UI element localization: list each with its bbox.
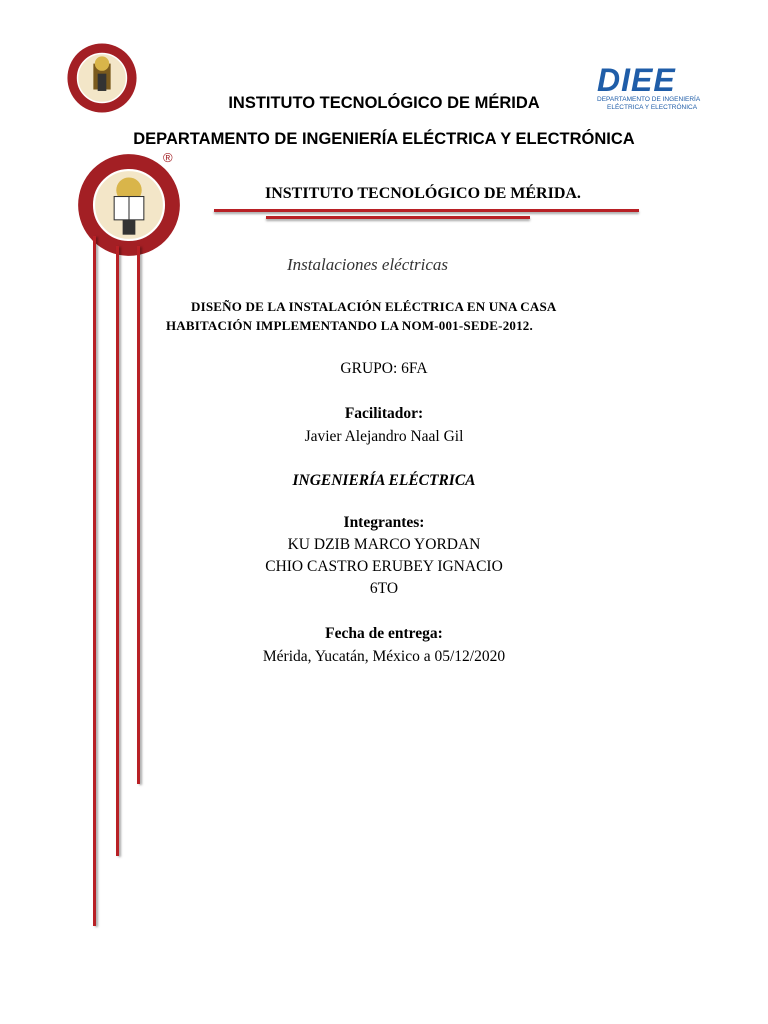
diee-caption-2: ELÉCTRICA Y ELECTRÓNICA (607, 104, 698, 111)
course-subject: Instalaciones eléctricas (287, 255, 448, 274)
member-semester: 6TO (369, 580, 399, 597)
date-label: Fecha de entrega: (325, 625, 443, 642)
date-value: Mérida, Yucatán, México a 05/12/2020 (262, 648, 506, 665)
facilitator-name: Javier Alejandro Naal Gil (304, 428, 464, 445)
vertical-line-1 (93, 236, 96, 926)
facilitator-label: Facilitador: (344, 405, 424, 422)
project-title-line-2: HABITACIÓN IMPLEMENTANDO LA NOM-001-SEDE-2012. (166, 318, 533, 333)
department-heading: DEPARTAMENTO DE INGENIERÍA ELÉCTRICA Y ELECTRÓNICA (133, 130, 635, 148)
vertical-line-2 (116, 246, 119, 856)
institute-serif-heading: INSTITUTO TECNOLÓGICO DE MÉRIDA. (265, 185, 581, 202)
member-2: CHIO CASTRO ERUBEY IGNACIO (265, 558, 503, 575)
diee-caption-1: DEPARTAMENTO DE INGENIERÍA (597, 96, 701, 103)
members-label: Integrantes: (343, 514, 425, 531)
career-name: INGENIERÍA ELÉCTRICA (292, 472, 476, 489)
registered-mark: ® (163, 150, 173, 165)
institute-seal-logo-large (76, 152, 182, 258)
project-title-line-1: DISEÑO DE LA INSTALACIÓN ELÉCTRICA EN UNA CASA (191, 299, 557, 314)
group-label: GRUPO: 6FA (340, 360, 428, 377)
divider-line-upper (214, 209, 639, 212)
diee-logo-name: DIEE (597, 62, 676, 98)
divider-line-lower (266, 216, 530, 219)
vertical-line-3 (137, 246, 140, 784)
institute-heading: INSTITUTO TECNOLÓGICO DE MÉRIDA (228, 94, 540, 112)
member-1: KU DZIB MARCO YORDAN (287, 536, 481, 553)
